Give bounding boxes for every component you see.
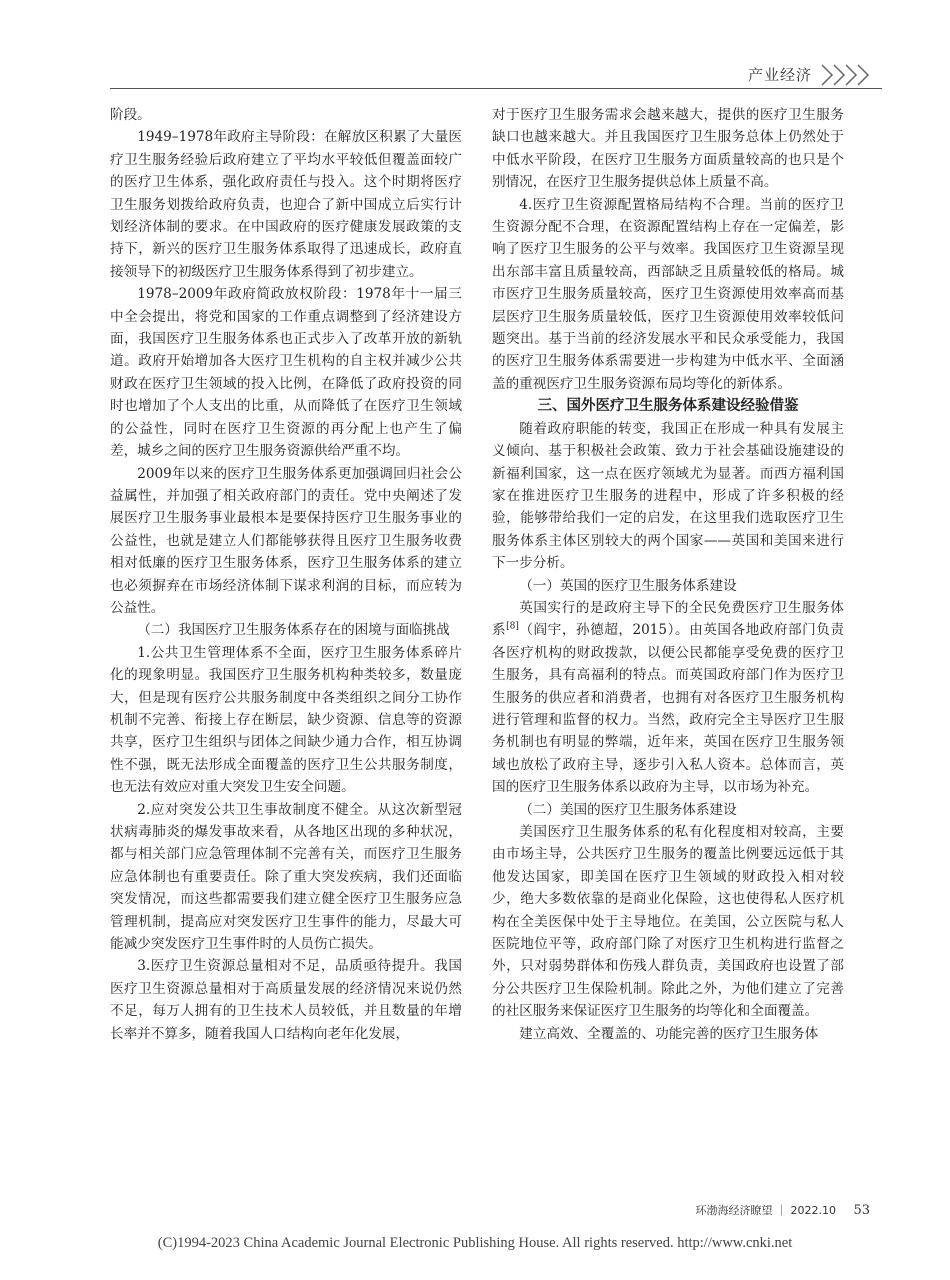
paragraph: 美国医疗卫生服务体系的私有化程度相对较高，主要由市场主导，公共医疗卫生服务的覆盖比例要远远低于其他发达国家，即美国在医疗卫生领域的财政投入相对较少，绝大多数依靠的是商业化保险，这也使得私人医疗机构在全美医保中处于主导地位。在美国，公立医院与私人医院地位平等，政府部门除了对医疗卫生机构进行监督之外，只对弱势群体和伤残人群负责，美国政府也设置了部分公共医疗卫生保险机制。除此之外，为他们建立了完善的社区服务来保证医疗卫生服务的均等化和全面覆盖。	[492, 824, 844, 1020]
paragraph: 1949–1978年政府主导阶段：在解放区积累了大量医疗卫生服务经验后政府建立了平均水平较低但覆盖面较广的医疗卫生体系，强化政府责任与投入。这个时期将医疗卫生服务划拨给政府负责，也迎合了新中国成立后实行计划经济体制的要求。在中国政府的医疗健康发展政策的支持下，新兴的医疗卫生服务体系取得了迅速成长，政府直接领导下的初级医疗卫生服务体系得到了初步建立。	[110, 129, 462, 280]
paragraph: 1.公共卫生管理体系不全面，医疗卫生服务体系碎片化的现象明显。我国医疗卫生服务机构种类较多，数量庞大，但是现有医疗公共服务制度中各类组织之间分工协作机制不完善、衔接上存在断层，缺少资源、信息等的资源共享，医疗卫生组织与团体之间缺少通力合作，相互协调性不强，既无法形成全面覆盖的医疗卫生公共服务制度，也无法有效应对重大突发卫生安全问题。	[110, 644, 462, 796]
section-heading: 三、国外医疗卫生服务体系建设经验借鉴	[537, 398, 799, 415]
running-header	[110, 62, 882, 94]
paragraph: 对于医疗卫生服务需求会越来越大，提供的医疗卫生服务缺口也越来越大。并且我国医疗卫生服务总体上仍然处于中低水平阶段，在医疗卫生服务方面质量较高的也只是个别情况，在医疗卫生服务提供总体上质量不高。	[492, 107, 844, 191]
journal-name: 环渤海经济瞭望	[695, 1204, 773, 1217]
paragraph: 随着政府职能的转变，我国正在形成一种具有发展主义倾向、基于积极社会政策、致力于社会基础设施建设的新福利国家，这一点在医疗领域尤为显著。而西方福利国家在推进医疗卫生服务的进程中，形成了许多积极的经验，能够带给我们一定的启发，在这里我们选取医疗卫生服务体系主体区别较大的两个国家——英国和美国来进行下一步分析。	[492, 420, 844, 572]
issue-date: 2022.10	[790, 1204, 836, 1217]
footer	[695, 1202, 870, 1218]
left-column	[110, 104, 462, 1045]
paragraph: （二）我国医疗卫生服务体系存在的困境与面临挑战	[137, 622, 450, 639]
paragraph: 阶段。	[110, 107, 151, 123]
citation-ref: [8]	[506, 621, 519, 632]
footer-separator: ｜	[775, 1204, 787, 1217]
paragraph: 建立高效、全覆盖的、功能完善的医疗卫生服务体	[519, 1025, 819, 1042]
subsection-heading: （二）美国的医疗卫生服务体系建设	[519, 801, 737, 818]
paragraph-text: （阎宇，孙德超，2015）。由英国各地政府部门负责各医疗机构的财政拨款，以便公民都能享受免费的医疗卫生服务，具有高福利的特点。而英国政府部门作为医疗卫生服务的供应者和消费者，也拥有对各医疗卫生服务机构进行管理和监督的权力。当然，政府完全主导医疗卫生服务机制也有明显的弊端，近年来，英国在医疗卫生服务领域也放松了政府主导，逐步引入私人资本。总体而言，英国的医疗卫生服务体系以政府为主导，以市场为补充。	[492, 622, 845, 796]
paragraph: 2.应对突发公共卫生事故制度不健全。从这次新型冠状病毒肺炎的爆发事故来看，从各地区出现的多种状况，都与相关部门应急管理体制不完善有关，而医疗卫生服务应急体制也有重要责任。除了重大突发疾病，我们还面临突发情况，而这些都需要我们建立健全医疗卫生服务应急管理机制，提高应对突发医疗卫生事件的能力，尽最大可能减少突发医疗卫生事件时的人员伤亡损失。	[110, 801, 462, 953]
paragraph: 1978–2009年政府简政放权阶段：1978年十一届三中全会提出，将党和国家的工作重点调整到了经济建设方面，我国医疗卫生服务体系也正式步入了改革开放的新轨道。政府开始增加各大医疗卫生机构的自主权并减少公共财政在医疗卫生领域的投入比例，在降低了政府投资的同时也增加了个人支出的比重，从而降低了在医疗卫生领域的公益性，同时在医疗卫生资源的再分配上也产生了偏差，城乡之间的医疗卫生服务资源供给严重不均。	[110, 286, 462, 460]
paragraph: 2009年以来的医疗卫生服务体系更加强调回归社会公益属性，并加强了相关政府部门的责任。党中央阐述了发展医疗卫生服务事业最根本是要保持医疗卫生服务事业的公益性，也就是建立人们都能够获得且医疗卫生服务收费相对低廉的医疗卫生服务体系，医疗卫生服务体系的建立也必须摒弃在市场经济体制下谋求利润的目标，而应转为公益性。	[110, 465, 462, 616]
paragraph	[492, 597, 844, 799]
right-column	[492, 104, 844, 1045]
paragraph: 3.医疗卫生资源总量相对不足，品质亟待提升。我国医疗卫生资源总量相对于高质量发展的经济情况来说仍然不足，每万人拥有的卫生技术人员较低，并且数量的年增长率并不算多，随着我国人口结构向老年化发展，	[110, 958, 462, 1042]
chevrons-icon	[820, 62, 882, 88]
paragraph: 4.医疗卫生资源配置格局结构不合理。当前的医疗卫生资源分配不合理，在资源配置结构上存在一定偏差，影响了医疗卫生服务的公平与效率。我国医疗卫生资源呈现出东部丰富且质量较高，西部缺乏且质量较低的格局。城市医疗卫生服务质量较高，医疗卫生资源使用效率高而基层医疗卫生服务质量较低，医疗卫生资源使用效率较低问题突出。基于当前的经济发展水平和民众承受能力，我国的医疗卫生服务体系需要进一步构建为中低水平、全面涵盖的重视医疗卫生服务资源布局均等化的新体系。	[492, 196, 844, 392]
page-number: 53	[853, 1203, 870, 1218]
section-title: 产业经济	[740, 64, 820, 85]
subsection-heading: （一）英国的医疗卫生服务体系建设	[519, 577, 737, 594]
paragraph-text: 英国实行的是政府主导下的全民免费医疗卫生服务体系	[492, 599, 844, 639]
header-rule	[110, 88, 882, 89]
copyright-notice: (C)1994-2023 China Academic Journal Electronic Publishing House. All rights reserved. http://www.cnki.net	[157, 1235, 793, 1251]
